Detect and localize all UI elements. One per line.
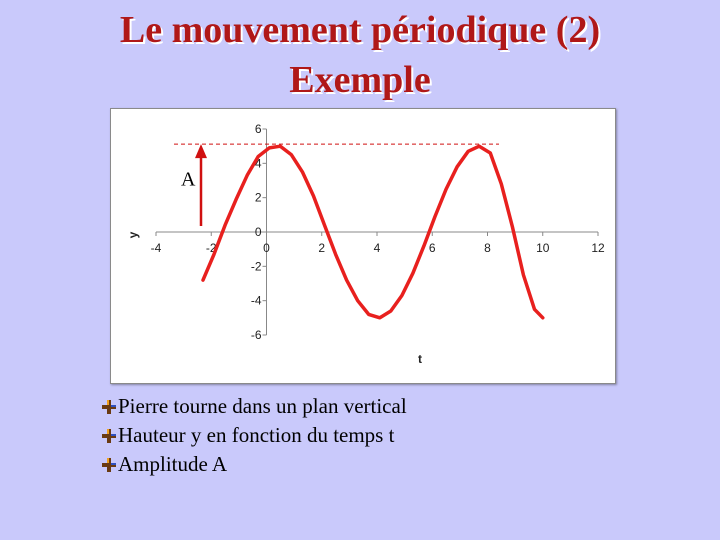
- y-tick-label: 2: [254, 190, 262, 205]
- x-tick-label: -4: [150, 241, 162, 255]
- amplitude-arrow-head: [195, 144, 207, 158]
- y-tick-label: -2: [250, 259, 262, 274]
- y-tick-label: -6: [250, 328, 262, 342]
- x-tick-label: 12: [591, 241, 605, 255]
- chart-panel: [110, 108, 616, 384]
- bullet-text: Hauteur y en fonction du temps t: [118, 423, 395, 447]
- x-tick-label: 8: [484, 241, 491, 255]
- x-tick-label: 0: [263, 241, 270, 255]
- bullet-icon: [102, 398, 116, 416]
- bullet-item: [102, 421, 407, 450]
- slide-subtitle: Exemple: [289, 59, 431, 101]
- bullet-item: [102, 392, 407, 421]
- y-tick-label: 0: [254, 225, 262, 239]
- amplitude-label: A: [181, 168, 196, 191]
- y-tick-label: 4: [254, 156, 262, 171]
- y-tick-label: 6: [254, 122, 262, 136]
- x-tick-label: 2: [318, 241, 326, 255]
- x-tick-label: 4: [373, 241, 381, 255]
- y-axis-title: y: [126, 231, 140, 239]
- x-tick-label: -2: [205, 241, 217, 255]
- x-tick-label: 10: [536, 241, 550, 255]
- bullet-text: Amplitude A: [118, 452, 228, 476]
- x-axis-title: t: [418, 352, 422, 366]
- bullet-item: [102, 450, 407, 479]
- bullet-icon: [102, 456, 116, 474]
- sine-chart: [111, 109, 615, 383]
- bullet-list: [102, 392, 407, 479]
- bullet-text: Pierre tourne dans un plan vertical: [118, 394, 407, 418]
- bullet-icon: [102, 427, 116, 445]
- slide-title: Le mouvement périodique (2): [119, 9, 601, 51]
- y-tick-label: -4: [250, 293, 262, 308]
- x-tick-label: 6: [428, 241, 436, 255]
